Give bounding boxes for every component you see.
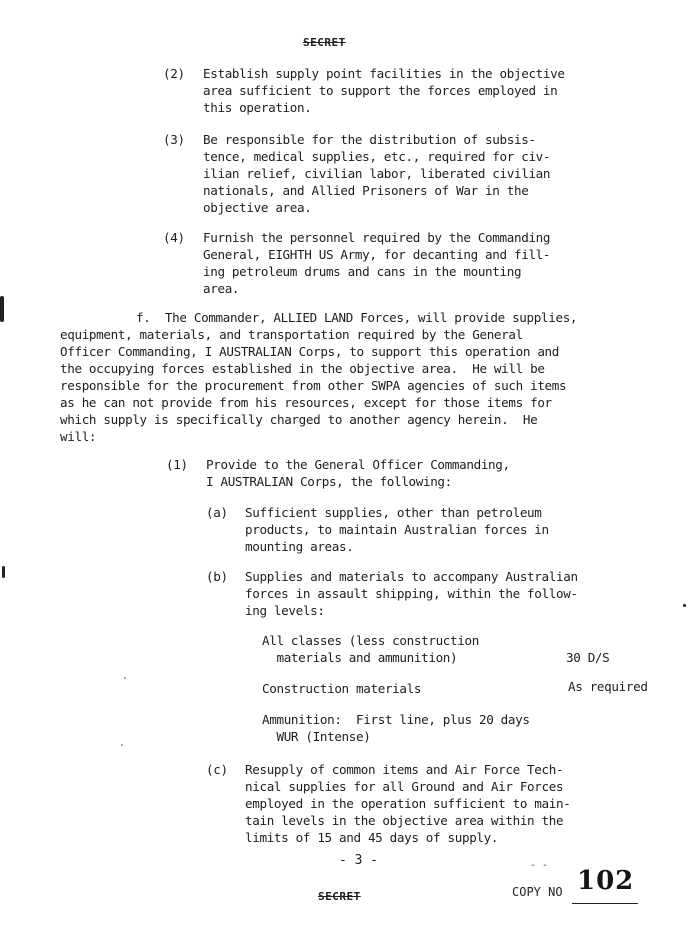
level-all-classes-value: 30 D/S	[566, 650, 610, 665]
item-3-line-4: nationals, and Allied Prisoners of War in the	[203, 183, 529, 198]
item-2-line-3: this operation.	[203, 100, 312, 115]
para-f-line-7: which supply is specifically charged to another agency herein. He	[60, 412, 538, 427]
item-2-number: (2)	[163, 66, 185, 81]
sub-c-line-1: Resupply of common items and Air Force Tech-	[245, 762, 564, 777]
copy-number: 102	[577, 866, 635, 896]
sub-c-line-2: nical supplies for all Ground and Air Forces	[245, 779, 564, 794]
para-f-line-6: as he can not provide from his resources, except for those items for	[60, 395, 552, 410]
level-ammunition-line-2: WUR (Intense)	[262, 729, 371, 744]
item-4-line-2: General, EIGHTH US Army, for decanting and fill-	[203, 247, 551, 262]
sub-c-line-4: tain levels in the objective area within the	[245, 813, 564, 828]
sub-b-letter: (b)	[206, 569, 228, 584]
sub-a-line-1: Sufficient supplies, other than petroleum	[245, 505, 542, 520]
para-f-line-4: the occupying forces established in the objective area. He will be	[60, 361, 545, 376]
para-f-line-8: will:	[60, 429, 97, 444]
classification-footer: SECRET	[318, 890, 361, 903]
copy-label: COPY NO	[512, 885, 563, 899]
sub-b-line-1: Supplies and materials to accompany Australian	[245, 569, 578, 584]
item-3-line-3: ilian relief, civilian labor, liberated civilian	[203, 166, 551, 181]
level-construction-value: As required	[568, 679, 648, 694]
item-1-number: (1)	[166, 457, 188, 472]
item-2-line-2: area sufficient to support the forces employed in	[203, 83, 558, 98]
level-construction-label: Construction materials	[262, 681, 422, 696]
level-all-classes-line-2: materials and ammunition)	[262, 650, 458, 665]
sub-c-line-3: employed in the operation sufficient to main-	[245, 796, 571, 811]
item-3-line-2: tence, medical supplies, etc., required for civ-	[203, 149, 551, 164]
scan-mark: - -	[530, 860, 549, 871]
item-3-number: (3)	[163, 132, 185, 147]
item-3-line-5: objective area.	[203, 200, 312, 215]
sub-c-line-5: limits of 15 and 45 days of supply.	[245, 830, 499, 845]
para-f-line-3: Officer Commanding, I AUSTRALIAN Corps, to support this operation and	[60, 344, 560, 359]
para-f-line-2: equipment, materials, and transportation required by the General	[60, 327, 523, 342]
level-ammunition-line-1: Ammunition: First line, plus 20 days	[262, 712, 530, 727]
scan-speck	[124, 677, 126, 679]
sub-a-line-3: mounting areas.	[245, 539, 354, 554]
item-4-line-4: area.	[203, 281, 240, 296]
para-f-line-5: responsible for the procurement from other SWPA agencies of such items	[60, 378, 567, 393]
sub-c-letter: (c)	[206, 762, 228, 777]
sub-a-line-2: products, to maintain Australian forces in	[245, 522, 549, 537]
scan-speck	[2, 566, 5, 578]
level-all-classes-line-1: All classes (less construction	[262, 633, 479, 648]
sub-b-line-3: ing levels:	[245, 603, 325, 618]
sub-a-letter: (a)	[206, 505, 228, 520]
item-4-number: (4)	[163, 230, 185, 245]
item-3-line-1: Be responsible for the distribution of subsis-	[203, 132, 536, 147]
classification-header: SECRET	[303, 36, 346, 49]
copy-underline	[572, 903, 638, 904]
scan-speck	[683, 604, 686, 607]
page-number: - 3 -	[339, 853, 379, 868]
para-f-line-1: f. The Commander, ALLIED LAND Forces, will provide supplies,	[136, 310, 578, 325]
scan-speck	[0, 296, 4, 322]
scan-speck	[121, 744, 123, 746]
item-1-line-2: I AUSTRALIAN Corps, the following:	[206, 474, 452, 489]
sub-b-line-2: forces in assault shipping, within the follow-	[245, 586, 578, 601]
item-4-line-3: ing petroleum drums and cans in the mounting	[203, 264, 522, 279]
item-4-line-1: Furnish the personnel required by the Commanding	[203, 230, 551, 245]
item-2-line-1: Establish supply point facilities in the objective	[203, 66, 565, 81]
item-1-line-1: Provide to the General Officer Commanding,	[206, 457, 510, 472]
